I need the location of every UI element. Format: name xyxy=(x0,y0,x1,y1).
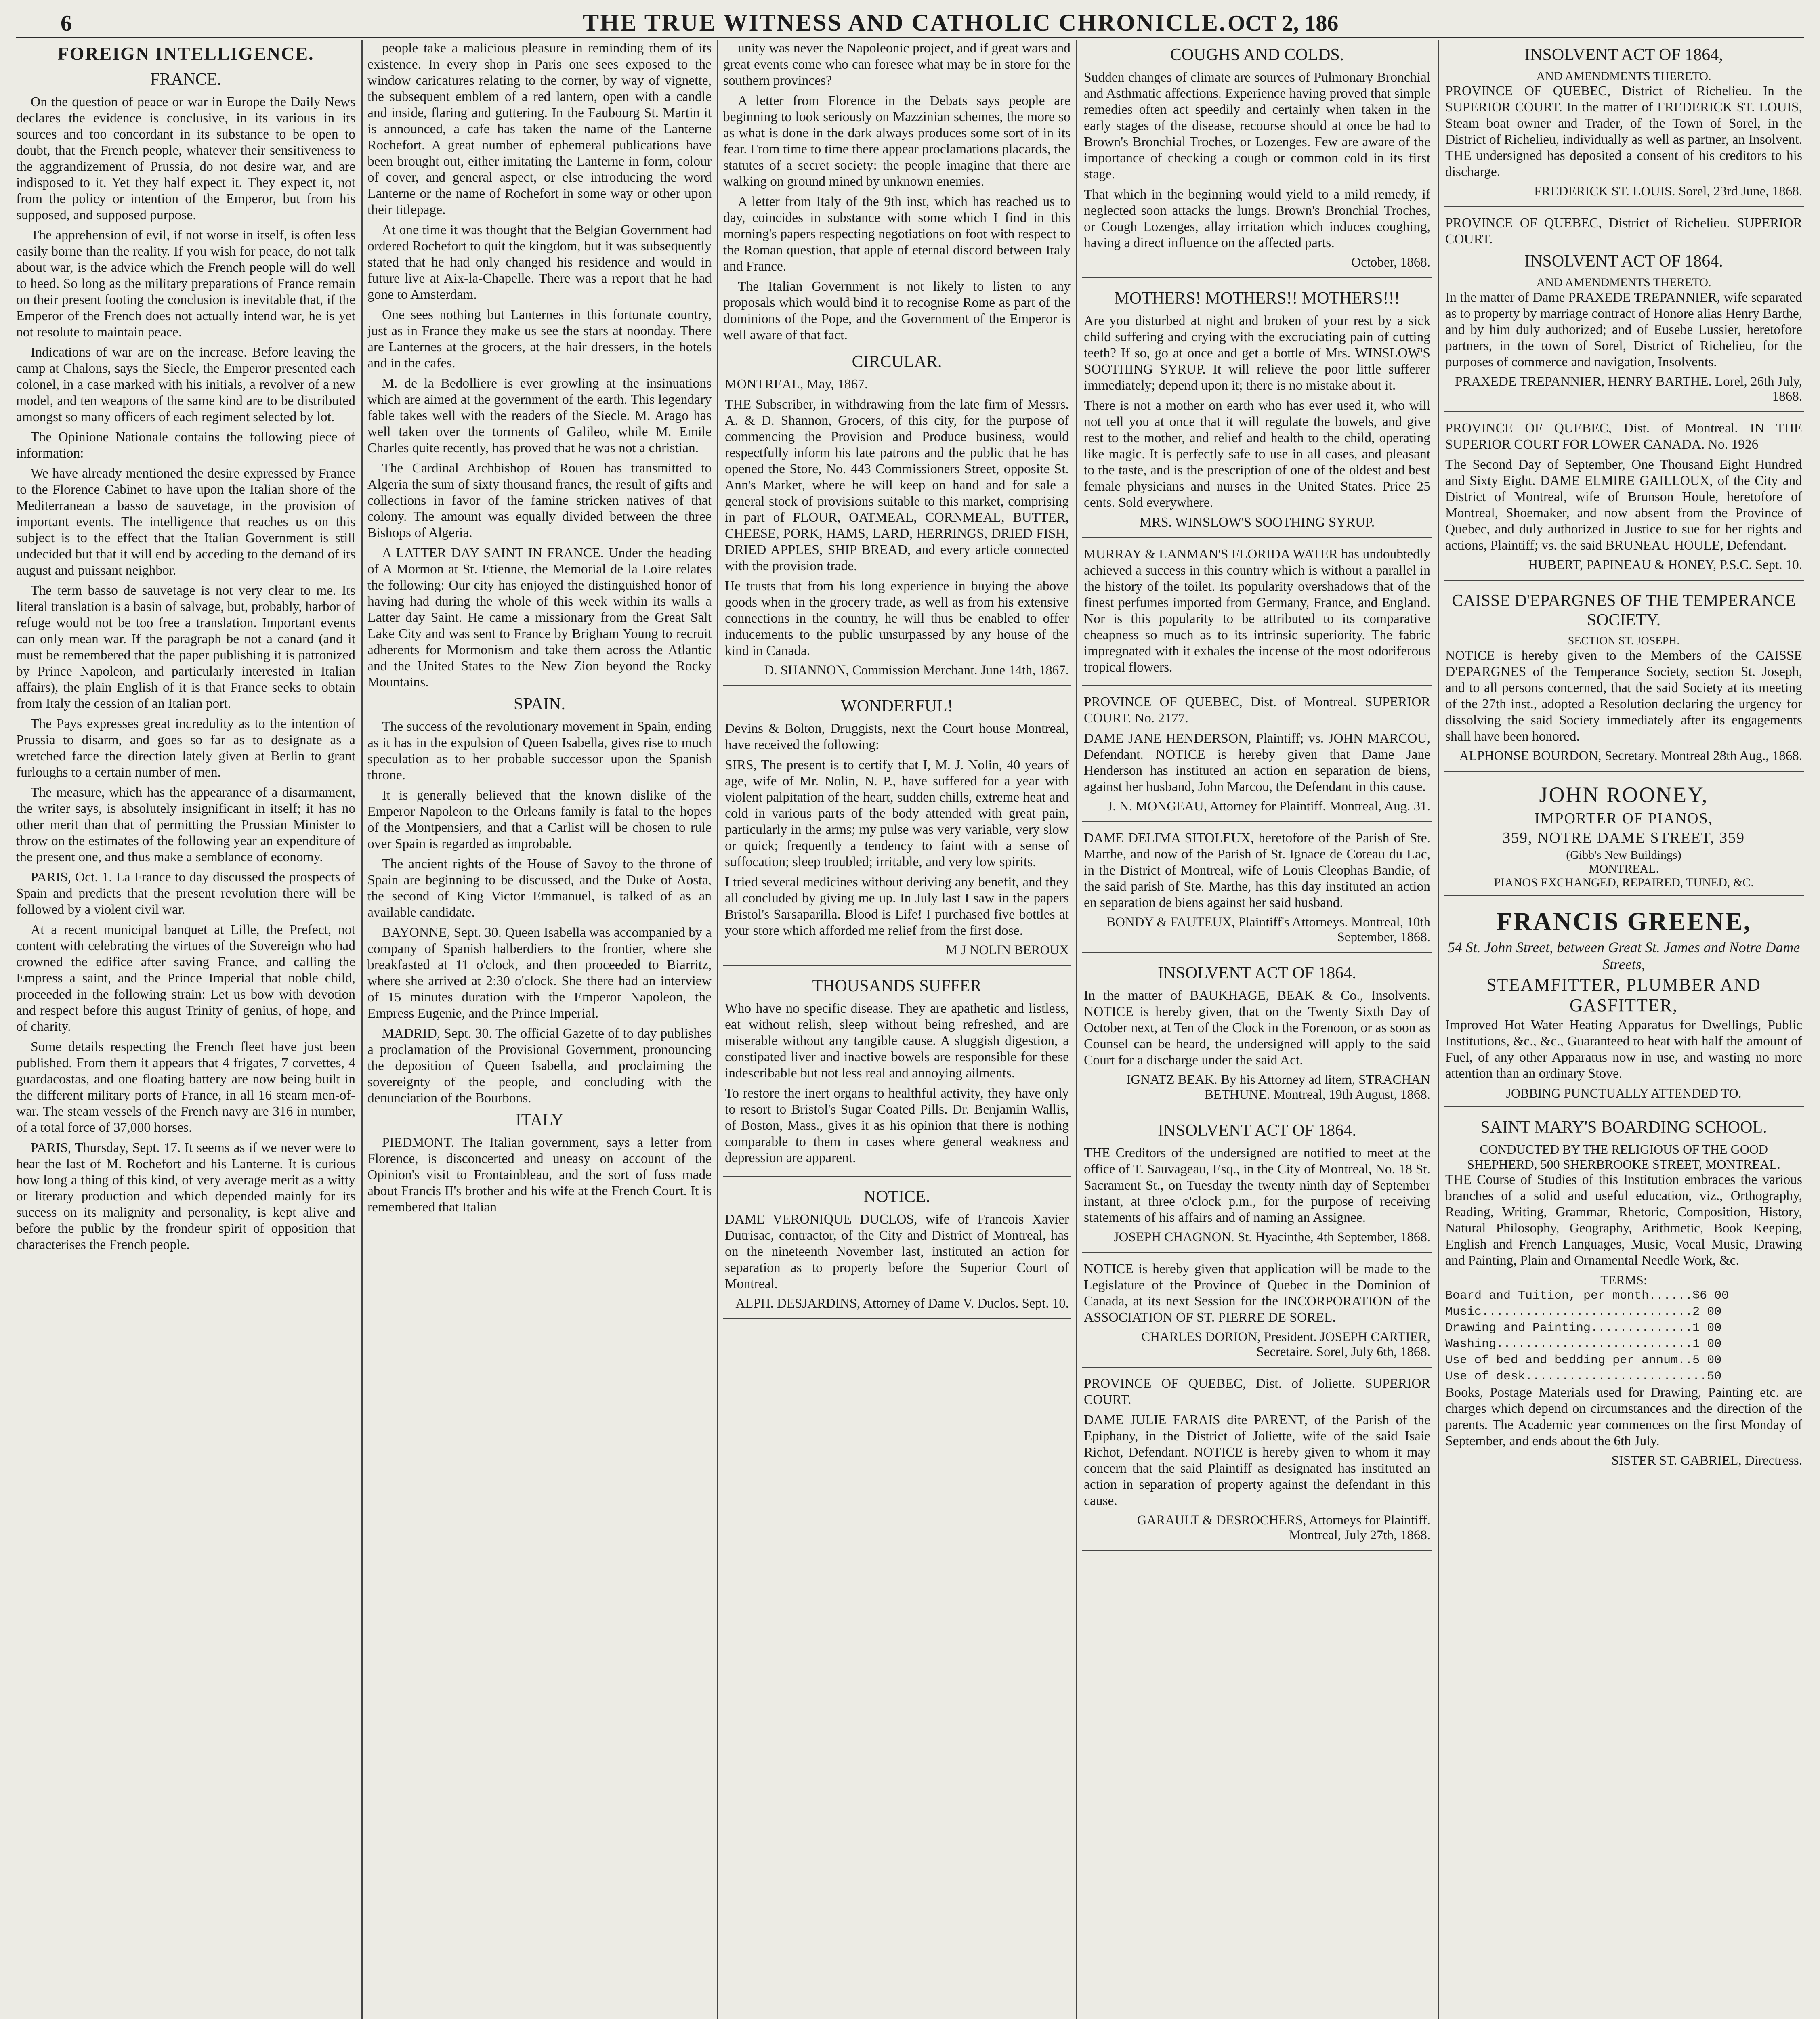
issue-date: OCT 2, 186 xyxy=(1228,11,1339,36)
masthead xyxy=(16,7,1804,38)
notice-heading: INSOLVENT ACT OF 1864, xyxy=(1524,46,1723,64)
terms-line: Use of bed and bedding per annum..5 00 xyxy=(1445,1354,1722,1367)
column-ads-right xyxy=(1444,40,1804,2019)
ad-heading: MOTHERS! MOTHERS!! MOTHERS!!! xyxy=(1114,289,1400,308)
column-foreign-intelligence xyxy=(16,40,355,2019)
ad-note: (Gibb's New Buildings) xyxy=(1566,848,1681,862)
section-heading: FOREIGN INTELLIGENCE. xyxy=(57,43,314,64)
ad-notice xyxy=(723,1182,1071,1319)
notice-signature: GARAULT & DESROCHERS, Attorneys for Plaintiff. Montreal, July 27th, 1868. xyxy=(1137,1513,1430,1543)
article-paragraph: It is generally believed that the known dislike of the Emperor Napoleon to the Orleans family is fatal to the hopes of the Montpensiers, and that a Carlist will be chosen to rule over Spain is regarded as improbable. xyxy=(367,788,712,851)
ad-francis-greene xyxy=(1444,902,1804,1107)
article-paragraph: PARIS, Oct. 1. La France to day discussed the prospects of Spain and predicts that the present revolution there will be followed by a violent civil war. xyxy=(16,870,355,917)
notice-sitoleux xyxy=(1082,828,1432,953)
notice-signature: J. N. MONGEAU, Attorney for Plaintiff. Montreal, Aug. 31. xyxy=(1107,799,1430,814)
terms-line: Board and Tuition, per month......$6 00 xyxy=(1445,1289,1729,1303)
article-paragraph: The term basso de sauvetage is not very clear to me. Its literal translation is a basin of salvage, but, probably, harbor of refuge would not be too free a translation. Important events can only mean war. If the paragraph be not a canard (and it must be remembered that the paper publishing it is patronized by Prince Napoleon, and particularly interested in Italian affairs), the plain English of it is that France seeks to obtain from Italy the cession of an Italian port. xyxy=(16,583,355,711)
ad-paragraph: SIRS, The present is to certify that I, M. J. Nolin, 40 years of age, wife of Mr. Nolin, N. P., have suffered for a year with violent palpitation of the heart, sudden chills, extreme heat and cold in various parts of the body attended with great pain, particularly in the arms; my pulse was very variable, very slow or quick; frequently a tendency to faint with a sense of suffocation; sleep troubled; irritable, and very low spirits. xyxy=(725,758,1069,869)
notice-signature: HUBERT, PAPINEAU & HONEY, P.S.C. Sept. 10. xyxy=(1528,558,1802,572)
ad-city: MONTREAL. xyxy=(1588,862,1659,875)
notice-henderson xyxy=(1082,692,1432,822)
ad-paragraph: DAME VERONIQUE DUCLOS, wife of Francois Xavier Dutrisac, contractor, of the City and District of Montreal, has on the nineteenth November last, instituted an action for separation as to property before the Superior Court of Montreal. xyxy=(725,1212,1069,1291)
article-paragraph: One sees nothing but Lanternes in this fortunate country, just as in France they make us see the stars at noonday. There are Lanternes at the grocers, at the hair dressers, in the hotels and in the cafes. xyxy=(367,307,712,371)
column-italy-ads xyxy=(723,40,1071,2019)
notice-signature: CHARLES DORION, President. JOSEPH CARTIER, Secretaire. Sorel, July 6th, 1868. xyxy=(1141,1330,1430,1359)
ad-paragraph: He trusts that from his long experience in buying the above goods when in the grocery trade, as well as from his extensive connections in the country, he will thus be enabled to offer inducements to the public unsurpassed by any house of the kind in Canada. xyxy=(725,579,1069,658)
newspaper-title: THE TRUE WITNESS AND CATHOLIC CHRONICLE. xyxy=(583,9,1226,36)
notice-paragraph: NOTICE is hereby given to the Members of the CAISSE D'EPARGNES of the Temperance Society, section St. Joseph, and to all persons concerned, that the said Society at its meeting of the 27th inst., adopted a Resolution declaring the urgency for dissolving the said Society immediately after its engagements shall have been honored. xyxy=(1445,648,1802,744)
ad-st-marys-school xyxy=(1444,1113,1804,1475)
page-number: 6 xyxy=(61,11,72,36)
article-paragraph: M. de la Bedolliere is ever growling at the insinuations which are aimed at the government of the earth. This legendary fable takes well with the readers of the Siecle. M. Arago has well taken over the torments of Galileo, while M. Emile Charles quite recently, has proved that he was not a christian. xyxy=(367,376,712,455)
column-france-spain-italy xyxy=(367,40,712,2019)
notice-heading: INSOLVENT ACT OF 1864. xyxy=(1524,252,1723,271)
article-paragraph: PARIS, Thursday, Sept. 17. It seems as if we never were to hear the last of M. Rochefort and his Lanterne. It is curious how long a thing of this kind, of very average merit as a witty or literary production and which depended mainly for its success on its malignity and personality, is kept alive and before the public by the frondeur spirit of opposition that characterises the French people. xyxy=(16,1140,355,1252)
article-paragraph: A letter from Italy of the 9th inst, which has reached us to day, coincides in substance with some which I find in this morning's papers respecting negotiations on foot with respect to the Roman question, that apple of eternal discord between Italy and France. xyxy=(723,194,1071,274)
terms-line: Use of desk.........................50 xyxy=(1445,1370,1722,1383)
notice-signature: ALPHONSE BOURDON, Secretary. Montreal 28th Aug., 1868. xyxy=(1459,749,1802,763)
article-paragraph: The Cardinal Archbishop of Rouen has transmitted to Algeria the sum of sixty thousand francs, the result of gifts and collections in favor of the famine stricken natives of that colony. The amount was equally divided between the three Bishops of Algeria. xyxy=(367,461,712,540)
ad-paragraph: MURRAY & LANMAN'S FLORIDA WATER has undoubtedly achieved a success in this country which is without a parallel in the history of the toilet. Its popularity overshadows that of the finest perfumes imported from Germany, France, and England. Nor is this popularity to be attributed to its comparative cheapness so much as to its intrinsic superiority. The fabric impregnated with it exhales the incense of the most odoriferous tropical flowers. xyxy=(1084,547,1430,675)
ad-florida-water xyxy=(1082,544,1432,686)
notice-insolvent-st-louis xyxy=(1444,40,1804,207)
ad-tagline: IMPORTER OF PIANOS, xyxy=(1534,810,1713,827)
terms-line: Music.............................2 00 xyxy=(1445,1305,1722,1319)
ad-paragraph: THE Course of Studies of this Institution embraces the various branches of a solid and useful education, viz., Orthography, Reading, Writing, Grammar, Rhetoric, Composition, History, Natural Philosophy, Geography, Arithmetic, Book Keeping, English and French Languages, Music, Vocal Music, Drawing and Painting, Plain and Ornamental Needle Work, &c. xyxy=(1445,1172,1802,1268)
notice-subheading: AND AMENDMENTS THERETO. xyxy=(1536,276,1711,289)
ad-paragraph: Books, Postage Materials used for Drawing, Painting etc. are charges which depend on circumstances and the direction of the parents. The Academic year commences on the first Monday of September, and ends about the 6th July. xyxy=(1445,1385,1802,1448)
notice-signature: IGNATZ BEAK. By his Attorney ad litem, STRACHAN BETHUNE. Montreal, 19th August, 1868. xyxy=(1126,1072,1430,1102)
ad-circular xyxy=(723,347,1071,686)
ad-coughs-colds xyxy=(1082,40,1432,278)
ad-paragraph: To restore the inert organs to healthful activity, they have only to resort to Bristol's Sugar Coated Pills. Dr. Benjamin Wallis, of Boston, Mass., gives it as his opinion that there is nothing comparable to them in cases where general weakness and depression are apparent. xyxy=(725,1086,1069,1165)
article-paragraph: The Pays expresses great incredulity as to the intention of Prussia to disarm, and goes so far as to designate as a wretched farce the direction lately given at Berlin to grant furloughs to a certain number of men. xyxy=(16,716,355,780)
ad-heading: WONDERFUL! xyxy=(841,697,953,716)
article-paragraph: Indications of war are on the increase. Before leaving the camp at Chalons, says the Siecle, the Emperor presented each colonel, in a case marked with his initials, a revolver of a new model, and ten weapons of the same kind are to be distributed amongst so many officers of each regiment selected by lot. xyxy=(16,345,355,424)
article-paragraph: The ancient rights of the House of Savoy to the throne of Spain are beginning to be discussed, and the Duke of Aosta, the second of King Victor Emmanuel, is talked of as an available candidate. xyxy=(367,856,712,920)
ad-signature: D. SHANNON, Commission Merchant. June 14th, 1867. xyxy=(764,663,1069,678)
ad-address: 359, NOTRE DAME STREET, 359 xyxy=(1502,829,1745,846)
column-rule xyxy=(1076,40,1077,2019)
notice-signature: PRAXEDE TREPANNIER, HENRY BARTHE. Lorel, 26th July, 1868. xyxy=(1455,374,1802,404)
ad-name: FRANCIS GREENE, xyxy=(1496,907,1751,936)
court-heading: PROVINCE OF QUEBEC, Dist. of Montreal. SUPERIOR COURT. No. 2177. xyxy=(1084,695,1430,726)
section-heading-italy: ITALY xyxy=(515,1111,564,1129)
notice-signature: JOSEPH CHAGNON. St. Hyacinthe, 4th September, 1868. xyxy=(1113,1230,1430,1245)
subsection-heading: FRANCE. xyxy=(150,70,222,89)
article-paragraph: At one time it was thought that the Belgian Government had ordered Rochefort to quit the kingdom, but it was subsequently stated that he had only changed his residence and would in future live at Aix-la-Chapelle. There was a report that he had gone to Amsterdam. xyxy=(367,222,712,302)
notice-heading: INSOLVENT ACT OF 1864. xyxy=(1158,964,1356,982)
notice-paragraph: DAME JANE HENDERSON, Plaintiff; vs. JOHN MARCOU, Defendant. NOTICE is hereby given that Dame Jane Henderson has instituted an action en separation de biens, against her husband, John Marcou, the Defendant in this cause. xyxy=(1084,731,1430,794)
column-rule xyxy=(1438,40,1439,2019)
ad-signature: M J NOLIN BEROUX xyxy=(945,943,1069,957)
article-paragraph: PIEDMONT. The Italian government, says a letter from Florence, is disconcerted and uneasy on account of the Opinion's visit to Frontainbleau, and the sort of fuss made about Francis II's brother and his wife at the French Court. It is remembered that Italian xyxy=(367,1135,712,1215)
article-paragraph: A letter from Florence in the Debats says people are beginning to look seriously on Mazzinian schemes, the more so as what is done in the dark always produces some sort of in its fear. From time to time there appear proclamations placards, the statutes of a secret society: the people imagine that there are walking on ground mined by unknown enemies. xyxy=(723,93,1071,189)
ad-paragraph: Sudden changes of climate are sources of Pulmonary Bronchial and Asthmatic affections. Experience having proved that simple remedies often act speedily and certainly when taken in the early stages of the disease, recourse should at once be had to Brown's Bronchial Troches, or Lozenges. Few are aware of the importance of checking a cough or common cold in its first stage. xyxy=(1084,70,1430,182)
article-paragraph: We have already mentioned the desire expressed by France to the Florence Cabinet to have upon the Italian shore of the Mediterranean a basso de sauvetage, in the provision of important events. The intelligence that reaches us on this subject is to the effect that the Italian Government is still undecided but that it will end by acceding to the demand of its august and puissant neighbor. xyxy=(16,466,355,578)
terms-line: Washing...........................1 00 xyxy=(1445,1337,1722,1351)
ad-john-rooney xyxy=(1444,777,1804,896)
ad-heading: SAINT MARY'S BOARDING SCHOOL. xyxy=(1480,1118,1767,1137)
ad-paragraph: There is not a mother on earth who has ever used it, who will not tell you at once that it will regulate the bowels, and give rest to the mother, and relief and health to the child, operating like magic. It is perfectly safe to use in all cases, and pleasant to the taste, and is the prescription of one of the oldest and best female physicians and nurses in the United States. Price 25 cents. Sold everywhere. xyxy=(1084,398,1430,510)
notice-insolvent-chagnon xyxy=(1082,1116,1432,1253)
ad-signature: ALPH. DESJARDINS, Attorney of Dame V. Duclos. Sept. 10. xyxy=(735,1296,1069,1311)
notice-insolvent-trepannier xyxy=(1444,213,1804,412)
ad-dateline: MONTREAL, May, 1867. xyxy=(725,377,868,392)
article-paragraph: On the question of peace or war in Europe the Daily News declares the evidence is conclusive, in its various in its sources and too concordant in its substance to be open to doubt, that the French people, whatever their sensitiveness to the aggrandizement of Prussia, do not desire war, and are indisposed to it. Yet they half expect it. They expect it, not from the policy or intention of the Emperor, but from his supposed, and supposed purpose. xyxy=(16,94,355,222)
ad-paragraph: That which in the beginning would yield to a mild remedy, if neglected soon attacks the lungs. Brown's Bronchial Troches, or Cough Lozenges, allay irritation which induces coughing, having a direct influence on the affected parts. xyxy=(1084,187,1430,250)
article-paragraph: The Italian Government is not likely to listen to any proposals which would bind it to recognise Rome as part of the dominions of the Pope, and the Government of the Emperor is well aware of that fact. xyxy=(723,279,1071,342)
notice-insolvent-baukhage xyxy=(1082,959,1432,1110)
article-paragraph: MADRID, Sept. 30. The official Gazette of to day publishes a proclamation of the Provisional Government, pronouncing the deposition of Queen Isabella, and proclaiming the sovereignty of the people, and concluding with the denunciation of the Bourbons. xyxy=(367,1026,712,1106)
ad-heading: THOUSANDS SUFFER xyxy=(812,977,982,995)
ad-paragraph: I tried several medicines without deriving any benefit, and they all concluded by giving me up. In July last I saw in the papers Bristol's Sarsaparilla. Blood is Life! I purchased five bottles at your store which afforded me relief from the first dose. xyxy=(725,875,1069,938)
ad-paragraph: Who have no specific disease. They are apathetic and listless, eat without relish, sleep without being refreshed, and are miserable without any tangible cause. A sluggish digestion, a constipated liver and inactive bowels are responsible for these indescribable but not less real and annoying ailments. xyxy=(725,1001,1069,1081)
article-paragraph: The Opinione Nationale contains the following piece of information: xyxy=(16,430,355,461)
court-heading: PROVINCE OF QUEBEC, District of Richelieu. SUPERIOR COURT. xyxy=(1445,216,1802,247)
article-paragraph: people take a malicious pleasure in reminding them of its existence. In every shop in Paris one sees exposed to the window caricatures relating to the corner, by way of vignette, the subsequent emblem of a red lantern, open with a candle and inside, flaring and guttering. In the Faubourg St. Martin it is announced, a cafe has taken the name of the Lanterne Rochefort. A great number of ephemeral publications have been brought out, either imitating the Lanterne in form, colour of cover, and general aspect, or else introducing the word Lanterne or the name of Rochefort in some way or other upon their titlepage. xyxy=(367,41,712,217)
article-paragraph: The success of the revolutionary movement in Spain, ending as it has in the expulsion of Queen Isabella, gives rise to much speculation as to her probable successor upon the Spanish throne. xyxy=(367,719,712,783)
court-heading: PROVINCE OF QUEBEC, Dist. of Montreal. IN THE SUPERIOR COURT FOR LOWER CANADA. No. 1926 xyxy=(1445,421,1802,452)
article-paragraph: At a recent municipal banquet at Lille, the Prefect, not content with celebrating the virtues of the Sovereign who had crowned the edifice after saving France, and calling the Empress a saint, and the Prince Imperial that noble child, proceeded in the following strain: Let us bow with devotion and respect before this august Trinity of genius, of hope, and of charity. xyxy=(16,922,355,1034)
notice-gailloux xyxy=(1444,418,1804,581)
article-paragraph: Some details respecting the French fleet have just been published. From them it appears that 4 frigates, 7 corvettes, 4 guardacostas, and one floating battery are now being built in the different military ports of France, in all 16 steam men-of-war. The steam vessels of the French navy are 316 in number, of a total force of 37,000 horses. xyxy=(16,1039,355,1135)
ad-mothers xyxy=(1082,284,1432,538)
ad-signature: October, 1868. xyxy=(1351,255,1430,270)
notice-paragraph: NOTICE is hereby given that application will be made to the Legislature of the Province of Quebec in the Dominion of Canada, at its next Session for the INCORPORATION of the ASSOCIATION OF ST. PIERRE DE SOREL. xyxy=(1084,1261,1430,1325)
ad-trade: STEAMFITTER, PLUMBER AND GASFITTER, xyxy=(1486,975,1761,1015)
ad-wonderful xyxy=(723,692,1071,966)
notice-paragraph: The Second Day of September, One Thousand Eight Hundred and Sixty Eight. DAME ELMIRE GAILLOUX, of the City and District of Montreal, wife of Brunson Houle, heretofore of Montreal, Shoemaker, and now absent from the Province of Quebec, and duly authorized in Justice to sue for her rights and actions, Plaintiff; vs. the said BRUNEAU HOULE, Defendant. xyxy=(1445,457,1802,553)
column-notices xyxy=(1082,40,1432,2019)
article-paragraph: unity was never the Napoleonic project, and if great wars and great events come who can foresee what may be in store for the southern provinces? xyxy=(723,41,1071,88)
notice-signature: BONDY & FAUTEUX, Plaintiff's Attorneys. Montreal, 10th September, 1868. xyxy=(1106,915,1430,944)
notice-paragraph: DAME DELIMA SITOLEUX, heretofore of the Parish of Ste. Marthe, and now of the Parish of St. Ignace de Coteau du Lac, in the District of Montreal, wife of Louis Cleophas Bandie, of the said parish of Ste. Marthe, has this day instituted an action en separation de biens against her said husband. xyxy=(1084,831,1430,910)
ad-signature: SISTER ST. GABRIEL, Directress. xyxy=(1611,1453,1802,1468)
notice-heading: CAISSE D'EPARGNES OF THE TEMPERANCE SOCIETY. xyxy=(1452,592,1796,630)
article-paragraph: The apprehension of evil, if not worse in itself, is often less easily borne than the reality. If you wish for peace, do not talk about war, is the advice which the French people will do well to heed. So long as the military preparations of France remain on their present footing the conclusion is inevitable that, if the Emperor of the French does not actually intend war, he is yet not resolute to maintain peace. xyxy=(16,228,355,340)
notice-subheading: SECTION ST. JOSEPH. xyxy=(1568,635,1680,647)
article-paragraph: BAYONNE, Sept. 30. Queen Isabella was accompanied by a company of Spanish halberdiers to the frontier, where she breakfasted at 11 o'clock, and then proceeded to Biarritz, where she arrived at 2:30 o'clock. She there had an interview of 15 minutes duration with the Emperor Napoleon, the Empress Eugenie, and the Prince Imperial. xyxy=(367,925,712,1021)
notice-farais xyxy=(1082,1373,1432,1551)
terms-heading: TERMS: xyxy=(1600,1273,1647,1287)
article-paragraph: A LATTER DAY SAINT IN FRANCE. Under the heading of A Mormon at St. Etienne, the Memorial de la Loire relates the following: Our city has enjoyed the distinguished honor of having had during the whole of this week within its walls a Latter day Saint. He came a missionary from the Great Salt Lake City and was sent to France by Brigham Young to recruit adherents for Mormonism and take them across the Atlantic and the United States to the New Zion beyond the Rocky Mountains. xyxy=(367,546,712,690)
ad-paragraph: THE Subscriber, in withdrawing from the late firm of Messrs. A. & D. Shannon, Grocers, of this city, for the purpose of commencing the Provision and Produce business, would respectfully inform his late patrons and the public that he has opened the Store, No. 443 Commissioners Street, opposite St. Ann's Market, where he will keep on hand and for sale a general stock of provisions suitable to this market, comprising in part of FLOUR, OATMEAL, CORNMEAL, BUTTER, CHEESE, PORK, HAMS, LARD, HERRINGS, DRIED FISH, DRIED APPLES, SHIP BREAD, and every article connected with the provision trade. xyxy=(725,397,1069,573)
ad-paragraph: Devins & Bolton, Druggists, next the Court house Montreal, have received the following: xyxy=(725,721,1069,752)
notice-paragraph: In the matter of Dame PRAXEDE TREPANNIER, wife separated as to property by marriage contract of Honore alias Henry Barthe, and by him duly authorized; and of Eusebe Lussier, heretofore partners, in the town of Sorel, District of Richelieu, for the purposes of commerce and navigation, Insolvents. xyxy=(1445,290,1802,369)
ad-tagline: MRS. WINSLOW'S SOOTHING SYRUP. xyxy=(1139,515,1375,530)
ad-paragraph: Improved Hot Water Heating Apparatus for Dwellings, Public Institutions, &c., &c., Guaranteed to heat with half the amount of Fuel, of any other Apparatus now in use, and wasting no more attention than an ordinary Stove. xyxy=(1445,1018,1802,1081)
notice-paragraph: DAME JULIE FARAIS dite PARENT, of the Parish of the Epiphany, in the District of Joliette, wife of the said Isaie Richot, Defendant. NOTICE is hereby given to whom it may concern that the said Plaintiff as designated has instituted an action in separation of property against the defendant in this cause. xyxy=(1084,1412,1430,1508)
section-heading-spain: SPAIN. xyxy=(513,695,565,714)
ad-heading: COUGHS AND COLDS. xyxy=(1170,46,1344,64)
notice-signature: FREDERICK ST. LOUIS. Sorel, 23rd June, 1868. xyxy=(1534,184,1802,199)
column-rule xyxy=(361,40,363,2019)
notice-paragraph: PROVINCE OF QUEBEC, District of Richelieu. In the SUPERIOR COURT. In the matter of FREDERICK ST. LOUIS, Steam boat owner and Trader, of the Town of Sorel, in the District of Richelieu, individually as well as partner, an Insolvent. THE undersigned has deposited a consent of his creditors to his discharge. xyxy=(1445,84,1802,179)
terms-line: Drawing and Painting..............1 00 xyxy=(1445,1321,1722,1335)
notice-paragraph: THE Creditors of the undersigned are notified to meet at the office of T. Sauvageau, Esq., in the City of Montreal, No. 18 St. Sacrament St., on Tuesday the twenty ninth day of September instant, at three o'clock p.m., for the purpose of receiving statements of his affairs and of naming an Assignee. xyxy=(1084,1146,1430,1225)
ad-tagline: PIANOS EXCHANGED, REPAIRED, TUNED, &C. xyxy=(1494,876,1754,889)
column-rule xyxy=(717,40,718,2019)
notice-heading: INSOLVENT ACT OF 1864. xyxy=(1158,1121,1356,1140)
ad-heading: NOTICE. xyxy=(863,1188,930,1206)
notice-subheading: AND AMENDMENTS THERETO. xyxy=(1536,69,1711,83)
ad-heading: CIRCULAR. xyxy=(852,353,942,371)
court-heading: PROVINCE OF QUEBEC, Dist. of Joliette. SUPERIOR COURT. xyxy=(1084,1376,1430,1407)
notice-legislature xyxy=(1082,1259,1432,1368)
ad-name: JOHN ROONEY, xyxy=(1539,783,1709,807)
ad-thousands-suffer xyxy=(723,972,1071,1177)
ad-address: 54 St. John Street, between Great St. James and Notre Dame Streets, xyxy=(1447,939,1800,972)
ad-tagline: JOBBING PUNCTUALLY ATTENDED TO. xyxy=(1506,1086,1742,1100)
article-paragraph: The measure, which has the appearance of a disarmament, the writer says, is absolutely insignificant in itself; it has no other merit than that of permitting the Prussian Minister to throw on the estimates of the following year an expenditure of the present one, and thus make a semblance of economy. xyxy=(16,785,355,865)
notice-caisse xyxy=(1444,586,1804,772)
ad-subheading: CONDUCTED BY THE RELIGIOUS OF THE GOOD SHEPHERD, 500 SHERBROOKE STREET, MONTREAL. xyxy=(1467,1142,1780,1171)
ad-paragraph: Are you disturbed at night and broken of your rest by a sick child suffering and crying with the excruciating pain of cutting teeth? If so, go at once and get a bottle of Mrs. WINSLOW'S SOOTHING SYRUP. It will relieve the poor little sufferer immediately; depend upon it; there is no mistake about it. xyxy=(1084,313,1430,393)
notice-paragraph: In the matter of BAUKHAGE, BEAK & Co., Insolvents. NOTICE is hereby given, that on the Twenty Sixth Day of October next, at Ten of the Clock in the Forenoon, or as soon as Counsel can be heard, the undersigned will apply to the said Court for a discharge under the said Act. xyxy=(1084,988,1430,1068)
